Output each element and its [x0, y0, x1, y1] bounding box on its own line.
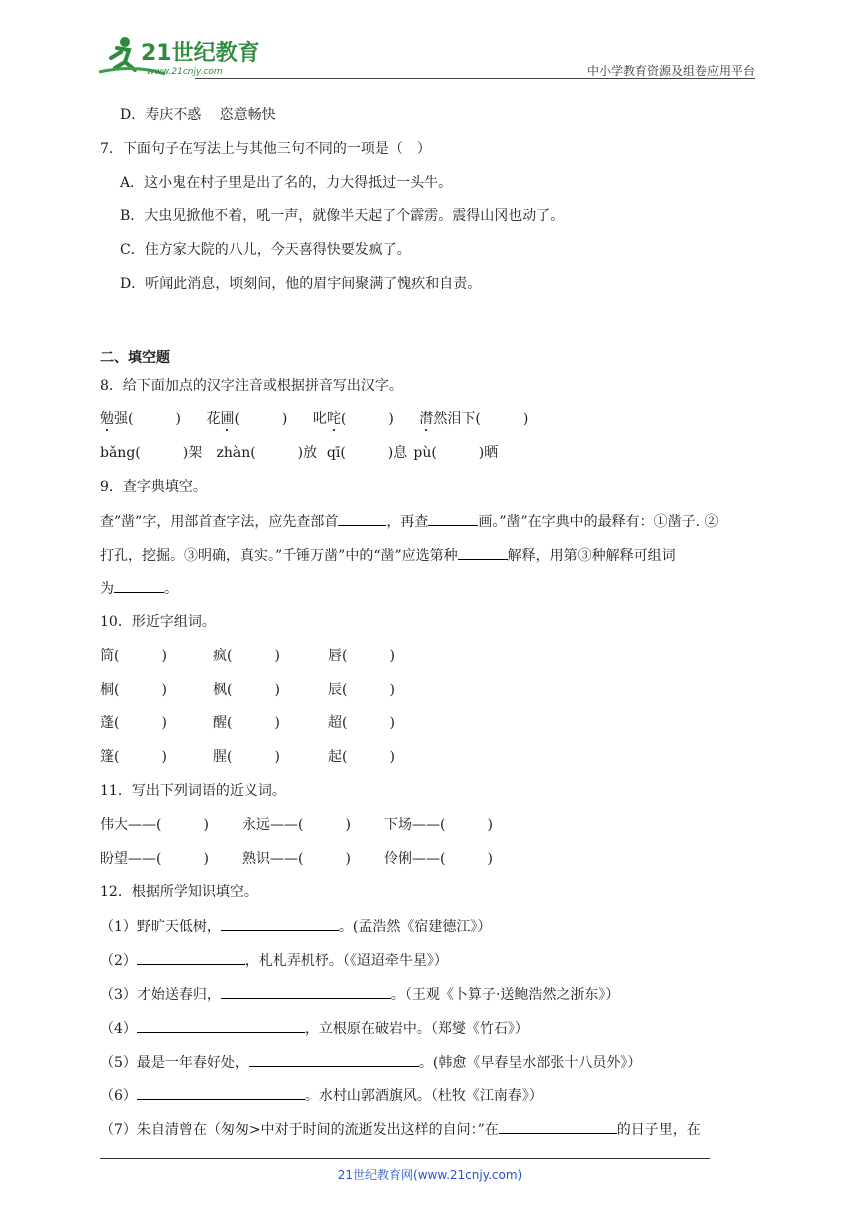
- platform-name: 中小学教育资源及组卷应用平台: [586, 64, 755, 78]
- q11-item: 永远——( ): [242, 817, 351, 833]
- q8-item: 叱咤( ): [312, 411, 394, 427]
- q10-item: 篷( ): [100, 749, 167, 765]
- q12-item-7: （7）朱自清曾在（匆匆>中对于时间的流逝发出这样的自问：”在 的日子里，在: [100, 1119, 701, 1140]
- footer-link[interactable]: 21世纪教育网(www.21cnjy.com): [337, 1168, 523, 1182]
- q11-row: [100, 815, 493, 835]
- header-divider: [195, 78, 755, 79]
- page-header: [95, 34, 755, 80]
- q10-row: [100, 747, 395, 767]
- q10-item: 腥( ): [213, 749, 280, 765]
- q6-option-d: D．寿庆不惑 恣意畅快: [120, 107, 276, 123]
- q12-item-3: （3）才始送春归， 。（王观《卜算子·送鲍浩然之浙东》）: [100, 984, 619, 1005]
- q8-item: 潸然泪下( ): [419, 411, 529, 427]
- logo-icon: [95, 34, 265, 80]
- q7-stem: 7．下面句子在写法上与其他三句不同的一项是（ ）: [100, 141, 431, 157]
- q7-option-b: B．大虫见掀他不着，吼一声，就像半天起了个霹雳。震得山冈也动了。: [120, 208, 565, 224]
- q11-row: [100, 849, 493, 869]
- q8-pinyin-item: bǎng( )架: [100, 445, 203, 461]
- q8-pinyin-item: zhàn( )放: [216, 445, 318, 461]
- q9-stem: 9．查字典填空。: [100, 479, 207, 495]
- q12-item-4: （4） ，立根原在破岩中。（郑燮《竹石》）: [100, 1018, 529, 1039]
- q8-stem: 8．给下面加点的汉字注音或根据拼音写出汉字。: [100, 378, 403, 394]
- q10-row: [100, 713, 395, 733]
- q10-item: 醒( ): [213, 715, 280, 731]
- q10-item: 桐( ): [100, 682, 167, 698]
- q12-stem: 12．根据所学知识填空。: [100, 884, 258, 900]
- q8-pinyin-item: pù( )晒: [413, 445, 499, 461]
- q10-item: 枫( ): [213, 682, 280, 698]
- q11-item: 下场——( ): [384, 817, 493, 833]
- q10-item: 唇( ): [328, 648, 395, 664]
- q10-row: [100, 646, 395, 666]
- answer-blank[interactable]: [137, 1085, 305, 1100]
- q11-stem: 11．写出下列词语的近义词。: [100, 783, 286, 799]
- q12-item-5: （5）最是一年春好处， 。(韩愈《早春呈水部张十八员外》）: [100, 1052, 641, 1073]
- q10-item: 辰( ): [328, 682, 395, 698]
- answer-blank[interactable]: [499, 1119, 617, 1134]
- answer-blank[interactable]: [114, 578, 164, 593]
- q11-item: 伶俐——( ): [384, 851, 493, 867]
- q8-item: 勉强( ): [100, 411, 181, 427]
- answer-blank[interactable]: [338, 511, 386, 526]
- q10-item: 筒( ): [100, 648, 167, 664]
- answer-blank[interactable]: [137, 950, 245, 965]
- answer-blank[interactable]: [137, 1018, 305, 1033]
- answer-blank[interactable]: [249, 1052, 419, 1067]
- q9-paragraph-line1: 查”凿”字，用部首查字法，应先查部首 ，再查 画。”凿”在字典中的最释有：①凿子. ②: [100, 511, 719, 532]
- q8-pinyin-item: qī( )息: [326, 445, 408, 461]
- q12-item-6: （6） 。水村山郭酒旗风。（杜牧《江南春》）: [100, 1085, 543, 1106]
- q9-paragraph-line3: 为 。: [100, 578, 178, 599]
- section-title: 二、填空题: [100, 350, 170, 366]
- svg-text:21世纪教育: 21世纪教育: [141, 41, 260, 66]
- q10-item: 超( ): [328, 715, 395, 731]
- q10-item: 疯( ): [213, 648, 280, 664]
- q9-paragraph-line2: 打孔，挖掘。③明确，真实。”千锤万凿”中的“凿”应选第种 解释，用第③种解释可组词: [100, 545, 676, 566]
- q8-item: 花圃( ): [206, 411, 288, 427]
- svg-text:www.21cnjy.com: www.21cnjy.com: [147, 67, 223, 77]
- footer-divider: [100, 1158, 710, 1159]
- q7-option-a: A．这小鬼在村子里是出了名的，力大得抵过一头牛。: [120, 175, 453, 191]
- q10-item: 起( ): [328, 749, 395, 765]
- answer-blank[interactable]: [428, 511, 478, 526]
- q7-option-d: D．听闻此消息，顷刻间，他的眉宇间聚满了愧疚和自责。: [120, 276, 482, 292]
- q8-row2: [100, 443, 498, 463]
- q12-item-2: （2） ，札札弄机杼。（《迢迢牵牛星》）: [100, 950, 448, 971]
- q12-item-1: （1）野旷天低树， 。(孟浩然《宿建德江》）: [100, 916, 491, 937]
- q10-item: 蓬( ): [100, 715, 167, 731]
- answer-blank[interactable]: [221, 984, 391, 999]
- q8-row1: [100, 409, 528, 429]
- q11-item: 伟大——( ): [100, 817, 209, 833]
- answer-blank[interactable]: [458, 545, 508, 560]
- q7-option-c: C．住方家大院的八儿，今天喜得快要发疯了。: [120, 242, 411, 258]
- q10-row: [100, 680, 395, 700]
- q11-item: 熟识——( ): [242, 851, 351, 867]
- q11-item: 盼望——( ): [100, 851, 209, 867]
- q10-stem: 10．形近字组词。: [100, 614, 216, 630]
- answer-blank[interactable]: [221, 916, 339, 931]
